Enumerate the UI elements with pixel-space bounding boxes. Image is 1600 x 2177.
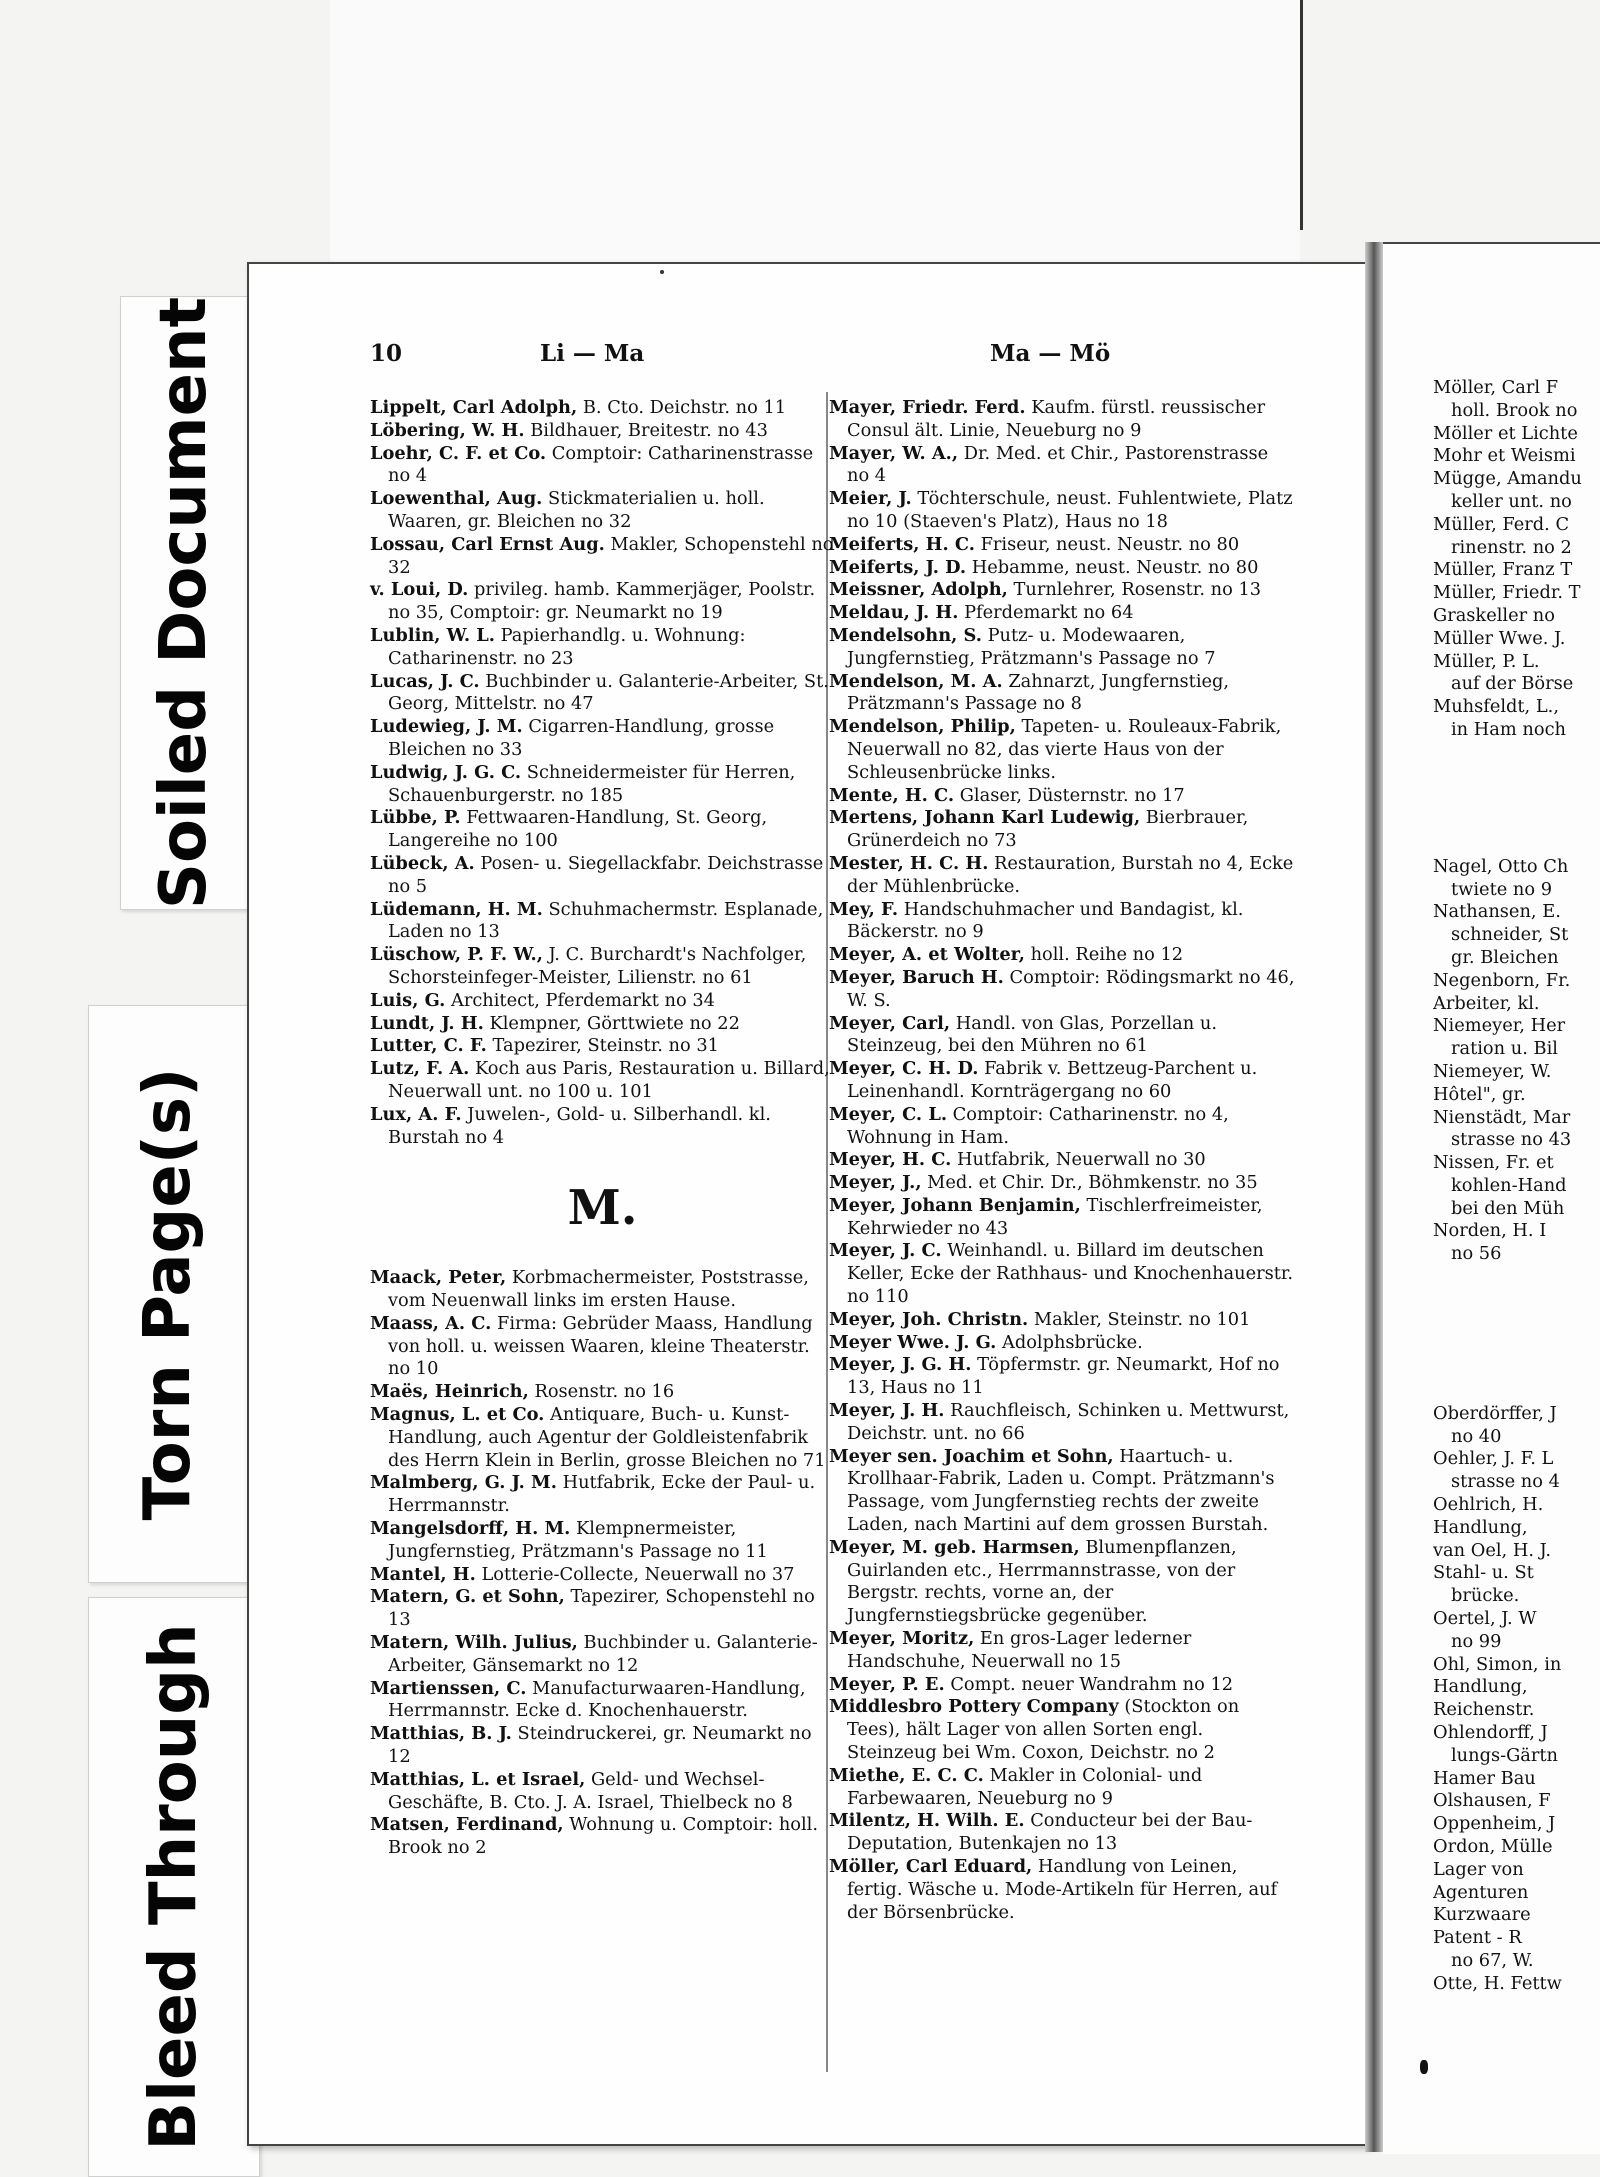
entry-details: Makler, Schopenstehl no 32 [388,533,834,578]
facing-page-line: Negenborn, Fr. [1433,969,1571,991]
facing-page-line: Olshausen, F [1433,1790,1551,1812]
facing-page-line: Nathansen, E. [1433,901,1561,923]
facing-page-line [1433,1380,1600,1403]
directory-entry [829,671,1295,717]
entry-details: Schuhmachermstr. Esplanade, Laden no 13 [388,898,824,943]
entry-details: Papierhandlg. u. Wohnung: Catharinenstr. no 23 [388,624,746,669]
background-page [330,0,1300,262]
facing-page-line [1433,787,1600,810]
entry-details: Klempnermeister, Jungfernstieg, Prätzmann's Passage no 11 [388,1518,768,1562]
entry-name: Loewenthal, Aug. [370,488,543,510]
entry-name: Meyer, J. C. [829,1240,942,1262]
facing-page-line: no 40 [1451,1425,1502,1447]
entry-name: Meyer, Carl, [829,1012,951,1034]
left-column [370,397,835,1860]
middle-column [829,397,1295,1924]
entry-name: Meiferts, H. C. [829,533,975,555]
entry-details: Tapeten- u. Rouleaux-Fabrik, Neuerwall no 82, das vierte Haus von der Schleusenbrücke links. [847,716,1282,783]
entry-details: Korbmachermeister, Poststrasse, vom Neuenwall links im ersten Hause. [388,1267,809,1312]
directory-entry [829,1400,1295,1446]
directory-entry [370,1723,835,1769]
entry-details: Handl. von Glas, Porzellan u. Steinzeug, bei den Mühren no 61 [847,1012,1217,1057]
entry-name: Meyer, Johann Benjamin, [829,1194,1081,1216]
entry-details: Haartuch- u. Krollhaar-Fabrik, Laden u. Compt. Prätzmann's Passage, vom Jungfernstieg rechts der zweite Laden, nach Martini auf dem grossen Burstah. [847,1445,1275,1536]
facing-page-line: strasse no 4 [1451,1471,1560,1493]
facing-page-line: Müller, Franz T [1433,559,1573,581]
ink-speck [660,270,664,274]
section-letter: M. [567,1180,638,1237]
entry-details: Töchterschule, neust. Fuhlentwiete, Platz no 10 (Staeven's Platz), Haus no 18 [847,488,1293,532]
entry-details: Zahnarzt, Jungfernstieg, Prätzmann's Passage no 8 [847,670,1230,715]
facing-page-line: Müller, Ferd. C [1433,513,1570,535]
facing-page-line [1433,833,1600,856]
entry-name: Meyer, A. et Wolter, [829,944,1025,966]
directory-entry [829,602,1295,625]
entry-details: J. C. Burchardt's Nachfolger, Schorsteinfeger-Meister, Lilienstr. no 61 [388,944,807,988]
facing-page-line: auf der Börse [1451,673,1574,695]
entry-name: Lüschow, P. F. W., [370,944,543,966]
facing-page-line: no 67, W. [1451,1949,1534,1971]
facing-page-line: Lager von [1433,1858,1524,1880]
entry-details: Makler, Steinstr. no 101 [1033,1308,1251,1330]
entry-name: Lundt, J. H. [370,1012,484,1034]
entry-name: Mey, F. [829,898,899,920]
facing-page-line: brücke. [1451,1585,1520,1607]
facing-page-line: Stahl- u. St [1433,1562,1534,1584]
directory-entry [370,807,835,853]
spacer [370,1149,835,1173]
directory-entry [829,1856,1295,1924]
directory-entry [829,625,1295,671]
directory-entry [829,1674,1295,1697]
entry-name: Maës, Heinrich, [370,1381,529,1403]
entry-name: Matern, G. et Sohn, [370,1586,565,1608]
entry-details: Fettwaaren-Handlung, St. Georg, Langereihe no 100 [388,807,768,852]
directory-entry [370,1381,835,1404]
entry-details: Hutfabrik, Ecke der Paul- u. Herrmannstr. [388,1472,816,1517]
entry-details: Posen- u. Siegellackfabr. Deichstrasse no 5 [388,852,824,897]
directory-entry [829,1332,1295,1355]
entry-name: Mente, H. C. [829,784,955,806]
directory-entry [370,944,835,990]
directory-entry [829,1537,1295,1628]
tag-torn-pages [88,1005,248,1583]
entry-details: En gros-Lager lederner Handschuhe, Neuerwall no 15 [847,1628,1192,1672]
facing-page-line: in Ham noch [1451,718,1566,740]
tag-soiled-document [120,296,248,910]
directory-entry [370,534,835,580]
entry-name: Meyer, P. E. [829,1673,945,1695]
running-head-left: Li — Ma [540,340,645,367]
directory-entry [370,397,835,420]
running-head-right: Ma — Mö [990,340,1111,367]
entry-name: Mayer, W. A., [829,442,959,464]
directory-entry [829,1309,1295,1332]
facing-page-line: Oehler, J. F. L [1433,1448,1554,1470]
tag-bleed-through [88,1597,260,2177]
directory-entry [829,1354,1295,1400]
directory-entry [370,1404,835,1472]
facing-page-line: schneider, St [1451,924,1569,946]
entry-name: Meldau, J. H. [829,602,959,624]
directory-entry [829,1195,1295,1241]
book-gutter [1365,242,1383,2152]
background-page-edge [1300,0,1303,230]
directory-entry [370,420,835,443]
entry-details: Handschuhmacher und Bandagist, kl. Bäckerstr. no 9 [847,898,1244,943]
facing-page-line: holl. Brook no [1451,399,1578,421]
facing-page-line: Mohr et Weismi [1433,445,1576,467]
directory-entry [829,853,1295,899]
directory-entry [829,534,1295,557]
entry-name: Lublin, W. L. [370,624,495,646]
directory-entry [370,1058,835,1104]
entry-name: Lutz, F. A. [370,1058,470,1080]
facing-page-line: Nienstädt, Mar [1433,1106,1571,1128]
entry-name: Milentz, H. Wilh. E. [829,1810,1025,1832]
entry-details: Fabrik v. Bettzeug-Parchent u. Leinenhandl. Kornträgergang no 60 [847,1058,1258,1102]
entry-name: Meissner, Adolph, [829,579,1008,601]
entry-details: Bierbrauer, Grünerdeich no 73 [847,807,1249,852]
directory-entry [829,557,1295,580]
facing-page-line: Niemeyer, W. [1433,1060,1552,1082]
facing-page-line: Kurzwaare [1433,1904,1531,1926]
entry-name: Meyer, C. L. [829,1103,948,1125]
facing-page-line [1433,810,1600,833]
entry-name: Magnus, L. et Co. [370,1404,545,1426]
entry-name: Miethe, E. C. C. [829,1764,984,1786]
entry-details: Rosenstr. no 16 [534,1381,675,1403]
facing-page-line: lungs-Gärtn [1451,1744,1559,1766]
directory-entry [370,716,835,762]
entry-details: Manufacturwaaren-Handlung, Herrmannstr. Ecke d. Knochenhauerstr. [388,1677,806,1722]
entry-details: Antiquare, Buch- u. Kunst-Handlung, auch Agentur der Goldleistenfabrik des Herrn Klein in Berlin, grosse Bleichen no 71 [388,1404,826,1471]
spacer [370,1243,835,1267]
entry-details: Hebamme, neust. Neustr. no 80 [971,556,1259,578]
directory-entry [829,967,1295,1013]
entry-name: Mayer, Friedr. Ferd. [829,397,1026,418]
facing-page-line: Hôtel", gr. [1433,1083,1526,1105]
facing-page-line: Möller, Carl F [1433,377,1559,398]
entry-name: v. Loui, D. [370,579,469,601]
entry-details: Comptoir: Catharinenstr. no 4, Wohnung in Ham. [847,1103,1229,1148]
entry-details: Bildhauer, Breitestr. no 43 [530,419,768,441]
entry-details: Friseur, neust. Neustr. no 80 [980,533,1240,555]
entry-name: Lossau, Carl Ernst Aug. [370,533,605,555]
directory-entry [829,1446,1295,1537]
entry-list-m [370,1267,835,1860]
entry-name: Maass, A. C. [370,1312,492,1334]
entry-details: Wohnung u. Comptoir: holl. Brook no 2 [388,1814,819,1859]
facing-page-line: keller unt. no [1451,490,1572,512]
entry-details: Schneidermeister für Herren, Schauenburgerstr. no 185 [388,761,796,806]
entry-list-facing [1433,377,1600,1996]
directory-entry [829,1696,1295,1764]
ink-mark [1420,2060,1428,2074]
entry-details: Weinhandl. u. Billard im deutschen Keller, Ecke der Rathhaus- und Knochenhauerstr. no 110 [847,1240,1294,1308]
directory-entry [370,671,835,717]
directory-entry [370,1104,835,1150]
directory-entry [829,785,1295,808]
directory-entry [370,579,835,625]
entry-name: Mendelson, Philip, [829,716,1016,738]
directory-entry [829,1058,1295,1104]
directory-entry [829,1765,1295,1811]
entry-details: Compt. neuer Wandrahm no 12 [950,1673,1234,1695]
entry-details: Juwelen-, Gold- u. Silberhandl. kl. Burstah no 4 [388,1103,771,1148]
entry-name: Möller, Carl Eduard, [829,1856,1033,1877]
directory-entry [370,443,835,489]
entry-details: Dr. Med. et Chir., Pastorenstrasse no 4 [847,442,1269,487]
entry-name: Meier, J. [829,488,912,510]
entry-name: Meyer Wwe. J. G. [829,1331,997,1353]
directory-entry [370,1814,835,1860]
entry-details: Töpfermstr. gr. Neumarkt, Hof no 13, Haus no 11 [847,1354,1280,1399]
entry-details: Rauchfleisch, Schinken u. Mettwurst, Deichstr. unt. no 66 [847,1400,1290,1444]
entry-name: Luis, G. [370,989,446,1011]
directory-entry [829,488,1295,534]
facing-page-line: bei den Müh [1451,1197,1565,1219]
directory-entry [829,944,1295,967]
tag-torn-pages-label: Torn Page(s) [131,1067,205,1521]
facing-page-line: Müller, P. L. [1433,650,1540,672]
entry-name: Matthias, B. J. [370,1723,512,1745]
entry-details: Hutfabrik, Neuerwall no 30 [956,1149,1206,1171]
directory-entry [829,579,1295,602]
directory-entry [829,716,1295,784]
entry-name: Mertens, Johann Karl Ludewig, [829,807,1141,829]
facing-page-line: twiete no 9 [1451,878,1553,900]
entry-name: Matsen, Ferdinand, [370,1814,564,1836]
directory-entry [370,1564,835,1587]
entry-name: Lippelt, Carl Adolph, [370,397,578,418]
entry-details: Pferdemarkt no 64 [964,602,1134,624]
entry-details: Restauration, Burstah no 4, Ecke der Mühlenbrücke. [847,852,1294,897]
entry-details: Klempner, Görttwiete no 22 [489,1012,740,1034]
entry-details: Makler in Colonial- und Farbewaaren, Neueburg no 9 [847,1764,1203,1809]
entry-name: Löbering, W. H. [370,419,525,441]
entry-name: Malmberg, G. J. M. [370,1472,557,1494]
entry-details: Putz- u. Modewaaren, Jungfernstieg, Prätzmann's Passage no 7 [847,624,1216,669]
facing-page-column [1433,377,1600,1996]
entry-name: Meyer, Moritz, [829,1628,975,1650]
entry-name: Ludwig, J. G. C. [370,761,522,783]
entry-details: Turnlehrer, Rosenstr. no 13 [1013,579,1262,601]
facing-page-line: Ohlendorff, J [1433,1722,1548,1744]
directory-entry [829,1104,1295,1150]
facing-page-line: Handlung, [1433,1676,1528,1698]
entry-name: Mendelsohn, S. [829,624,982,646]
directory-entry [829,443,1295,489]
facing-page-line: Muhsfeldt, L., [1433,696,1559,718]
entry-details: Kaufm. fürstl. reussischer Consul ält. Linie, Neueburg no 9 [847,397,1266,441]
entry-name: Meyer, H. C. [829,1149,952,1171]
facing-page-line: no 56 [1451,1243,1502,1265]
entry-details: Steindruckerei, gr. Neumarkt no 12 [388,1723,812,1768]
facing-page-line: Müller Wwe. J. [1433,627,1566,649]
facing-page-line: Handlung, [1433,1516,1528,1538]
directory-entry [370,1769,835,1815]
directory-entry [829,1013,1295,1059]
directory-entry [370,853,835,899]
entry-details: Handlung von Leinen, fertig. Wäsche u. Mode-Artikeln für Herren, auf der Börsenbrücke. [847,1856,1278,1923]
facing-page-line: no 99 [1451,1630,1502,1652]
directory-entry [370,1678,835,1724]
entry-details: privileg. hamb. Kammerjäger, Poolstr. no 35, Comptoir: gr. Neumarkt no 19 [388,579,816,624]
entry-details: Geld- und Wechsel-Geschäfte, B. Cto. J. A. Israel, Thielbeck no 8 [388,1768,793,1813]
facing-page-line: Müller, Friedr. T [1433,582,1581,604]
entry-name: Lübbe, P. [370,807,461,829]
directory-entry [370,625,835,671]
facing-page-line: Norden, H. I [1433,1220,1547,1242]
facing-page-line [1433,765,1600,788]
tag-bleed-through-label: Bleed Through [137,1623,211,2151]
facing-page-line: Möller et Lichte [1433,422,1578,444]
entry-name: Meyer, C. H. D. [829,1058,979,1080]
facing-page-line: gr. Bleichen [1451,946,1559,968]
entry-name: Mangelsdorff, H. M. [370,1518,571,1540]
entry-name: Martienssen, C. [370,1677,527,1699]
entry-name: Lucas, J. C. [370,670,480,692]
entry-name: Lutter, C. F. [370,1035,487,1057]
entry-name: Mendelson, M. A. [829,670,1003,692]
directory-entry [370,762,835,808]
directory-entry [829,1810,1295,1856]
facing-page-line [1433,1334,1600,1357]
entry-list-l [370,397,835,1149]
facing-page-line: Graskeller no [1433,604,1555,626]
directory-entry [370,1472,835,1518]
facing-page-line: Patent - R [1433,1927,1522,1949]
entry-name: Mester, H. C. H. [829,852,989,874]
entry-name: Meyer, Baruch H. [829,966,1004,988]
entry-details: Glaser, Düsternstr. no 17 [959,784,1185,806]
entry-name: Mantel, H. [370,1563,476,1585]
directory-entry [370,1518,835,1564]
facing-page-line: ration u. Bil [1451,1038,1558,1060]
directory-entry [370,1632,835,1678]
facing-page-line: strasse no 43 [1451,1129,1572,1151]
facing-page-line: Mügge, Amandu [1433,468,1582,490]
entry-details: Tapezirer, Schopenstehl no 13 [388,1586,815,1631]
entry-details: Conducteur bei der Bau-Deputation, Butenkajen no 13 [847,1810,1253,1855]
entry-list-mid [829,397,1295,1924]
entry-name: Meyer sen. Joachim et Sohn, [829,1445,1114,1467]
directory-entry [370,488,835,534]
entry-details: B. Cto. Deichstr. no 11 [582,397,787,418]
entry-name: Lüdemann, H. M. [370,898,543,920]
entry-details: Lotterie-Collecte, Neuerwall no 37 [481,1563,795,1585]
entry-name: Meyer, Joh. Christn. [829,1308,1029,1330]
facing-page-line: Nissen, Fr. et [1433,1152,1554,1174]
directory-entry [370,1267,835,1313]
entry-name: Matern, Wilh. Julius, [370,1632,578,1654]
directory-entry [370,1586,835,1632]
entry-name: Meyer, J. H. [829,1400,945,1422]
entry-name: Loehr, C. F. et Co. [370,442,547,464]
entry-name: Meyer, M. geb. Harmsen, [829,1536,1080,1558]
entry-details: Comptoir: Rödingsmarkt no 46, W. S. [847,966,1295,1011]
entry-details: Buchbinder u. Galanterie-Arbeiter, Gänsemarkt no 12 [388,1632,818,1676]
facing-page-line: van Oel, H. J. [1433,1539,1552,1561]
facing-page-line: rinenstr. no 2 [1451,536,1572,558]
entry-details: Blumenpflanzen, Guirlanden etc., Herrmannstrasse, von der Bergstr. rechts, vorne an, der Jungfernstiegsbrücke gegenüber. [847,1536,1237,1627]
entry-details: Firma: Gebrüder Maass, Handlung von holl. u. weissen Waaren, kleine Theaterstr. no 10 [388,1312,813,1380]
entry-details: (Stockton on Tees), hält Lager von allen Sorten engl. Steinzeug bei Wm. Coxon, Deichstr. no 2 [847,1696,1240,1764]
facing-page-line: Oppenheim, J [1433,1813,1556,1835]
facing-page-line [1433,1266,1600,1289]
entry-name: Maack, Peter, [370,1267,507,1289]
page-number: 10 [370,340,403,367]
entry-name: Meyer, J., [829,1172,922,1194]
entry-name: Middlesbro Pottery Company [829,1696,1119,1718]
facing-page-line [1433,1312,1600,1335]
facing-page-line: Agenturen [1433,1881,1529,1903]
entry-details: Tischlerfreimeister, Kehrwieder no 43 [847,1194,1263,1239]
entry-details: Architect, Pferdemarkt no 34 [450,989,715,1011]
directory-entry [829,1628,1295,1674]
entry-name: Meiferts, J. D. [829,556,967,578]
entry-details: Adolphsbrücke. [1001,1331,1143,1353]
directory-entry [370,1013,835,1036]
entry-details: Cigarren-Handlung, grosse Bleichen no 33 [388,716,775,760]
facing-page-line: Niemeyer, Her [1433,1015,1566,1037]
entry-name: Ludewieg, J. M. [370,716,523,738]
directory-entry [370,990,835,1013]
facing-page-line: Reichenstr. [1433,1699,1535,1721]
entry-details: holl. Reihe no 12 [1030,944,1184,966]
facing-page-line [1433,742,1600,765]
entry-name: Matthias, L. et Israel, [370,1768,586,1790]
directory-entry [829,807,1295,853]
entry-details: Med. et Chir. Dr., Böhmkenstr. no 35 [927,1172,1258,1194]
directory-entry [370,1313,835,1381]
facing-page-line: Oertel, J. W [1433,1608,1537,1630]
directory-entry [829,899,1295,945]
entry-name: Meyer, J. G. H. [829,1354,972,1376]
entry-details: Tapezirer, Steinstr. no 31 [492,1035,719,1057]
facing-page-line: Nagel, Otto Ch [1433,855,1569,877]
entry-details: Buchbinder u. Galanterie-Arbeiter, St. Georg, Mittelstr. no 47 [388,670,829,715]
facing-page-line: Oehlrich, H. [1433,1494,1544,1516]
directory-entry [370,899,835,945]
facing-page-line: Ordon, Mülle [1433,1836,1553,1857]
tag-soiled-document-label: Soiled Document [147,296,221,910]
directory-entry [829,1240,1295,1308]
facing-page-line [1433,1357,1600,1380]
facing-page-line: kohlen-Hand [1451,1174,1567,1196]
facing-page-line: Arbeiter, kl. [1433,992,1540,1014]
facing-page-line: Ohl, Simon, in [1433,1653,1562,1675]
entry-name: Lux, A. F. [370,1103,462,1125]
facing-page-line: Otte, H. Fettw [1433,1972,1562,1994]
entry-name: Lübeck, A. [370,852,475,874]
directory-entry [829,1149,1295,1172]
directory-entry [829,397,1295,443]
facing-page-line: Hamer Bau [1433,1767,1536,1789]
facing-page-line [1433,1289,1600,1312]
facing-page-line: Oberdörffer, J [1433,1402,1557,1424]
entry-details: Koch aus Paris, Restauration u. Billard, Neuerwall unt. no 100 u. 101 [388,1058,830,1102]
entry-details: Comptoir: Catharinenstrasse no 4 [388,442,814,487]
directory-entry [829,1172,1295,1195]
directory-entry [370,1035,835,1058]
entry-details: Stickmaterialien u. holl. Waaren, gr. Bleichen no 32 [388,488,765,532]
